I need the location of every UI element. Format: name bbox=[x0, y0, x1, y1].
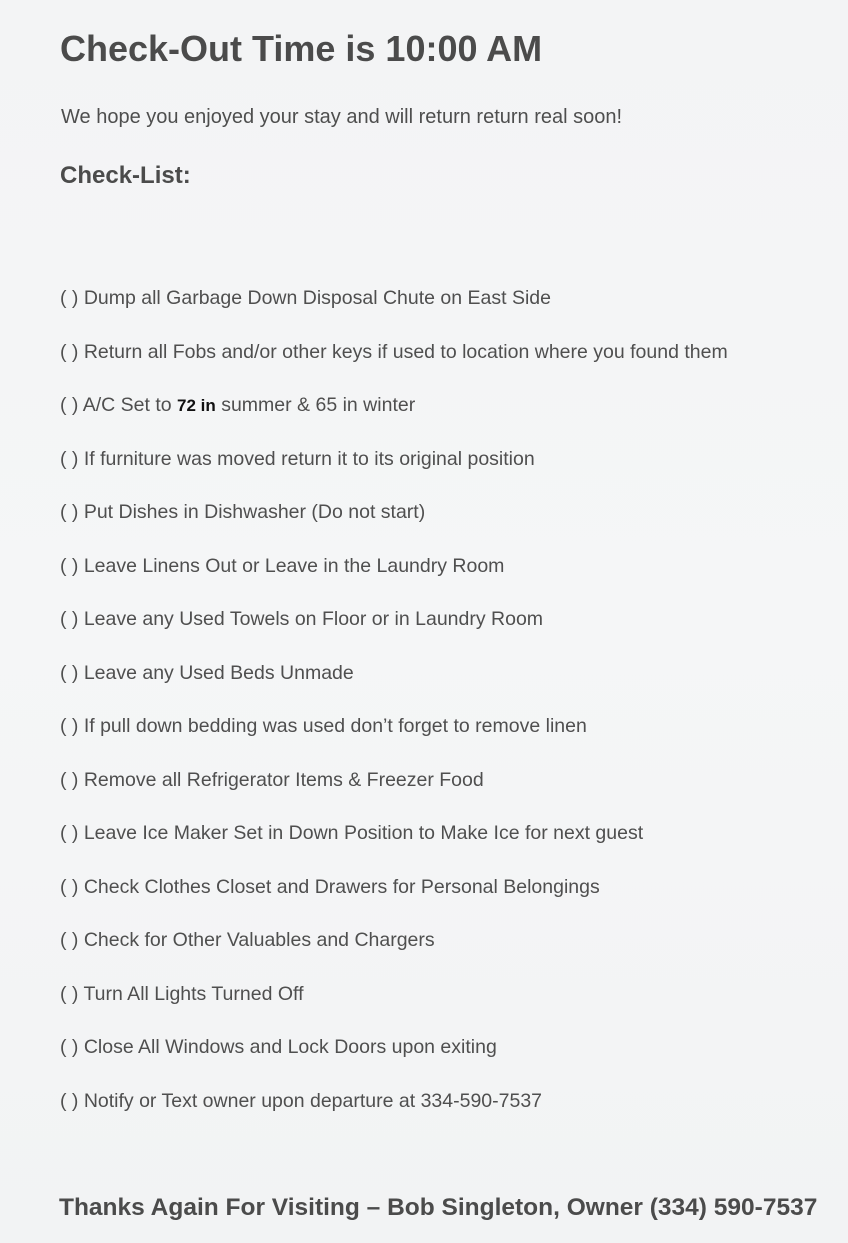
ac-temperature-value: 72 in bbox=[177, 396, 216, 415]
footer-thanks: Thanks Again For Visiting – Bob Singleton, Owner (334) 590-7537 bbox=[59, 1194, 818, 1221]
ac-suffix: summer & 65 in winter bbox=[215, 394, 416, 416]
checklist-heading: Check-List: bbox=[60, 162, 191, 189]
checklist bbox=[60, 283, 728, 1139]
page-title: Check-Out Time is 10:00 AM bbox=[60, 28, 543, 69]
checklist-item-refrigerator: ( ) Remove all Refrigerator Items & Freezer Food bbox=[60, 768, 484, 791]
greeting-text: We hope you enjoyed your stay and will return return real soon! bbox=[61, 106, 623, 128]
checklist-item-garbage: ( ) Dump all Garbage Down Disposal Chute on East Side bbox=[60, 287, 551, 309]
checklist-item-linens: ( ) Leave Linens Out or Leave in the Laundry Room bbox=[60, 554, 505, 577]
checklist-item-dishes: ( ) Put Dishes in Dishwasher (Do not start) bbox=[60, 501, 426, 523]
checklist-item-closet: ( ) Check Clothes Closet and Drawers for Personal Belongings bbox=[60, 875, 600, 898]
checklist-item-furniture: ( ) If furniture was moved return it to its original position bbox=[60, 447, 535, 470]
checklist-item-beds: ( ) Leave any Used Beds Unmade bbox=[60, 661, 354, 684]
checklist-item-notify-owner: ( ) Notify or Text owner upon departure at 334-590-7537 bbox=[60, 1089, 543, 1112]
checklist-item-valuables: ( ) Check for Other Valuables and Chargers bbox=[60, 929, 435, 951]
checklist-item-lights: ( ) Turn All Lights Turned Off bbox=[60, 982, 304, 1005]
checklist-item-towels: ( ) Leave any Used Towels on Floor or in Laundry Room bbox=[60, 608, 544, 630]
ac-prefix: ( ) A/C Set to bbox=[60, 394, 178, 416]
checklist-item-ice-maker: ( ) Leave Ice Maker Set in Down Position to Make Ice for next guest bbox=[60, 822, 644, 844]
checklist-item-windows: ( ) Close All Windows and Lock Doors upon exiting bbox=[60, 1036, 497, 1058]
checklist-item-fobs: ( ) Return all Fobs and/or other keys if used to location where you found them bbox=[60, 340, 728, 363]
checklist-item-pull-down-bedding: ( ) If pull down bedding was used don’t forget to remove linen bbox=[60, 715, 587, 737]
checklist-item-ac bbox=[60, 390, 728, 444]
